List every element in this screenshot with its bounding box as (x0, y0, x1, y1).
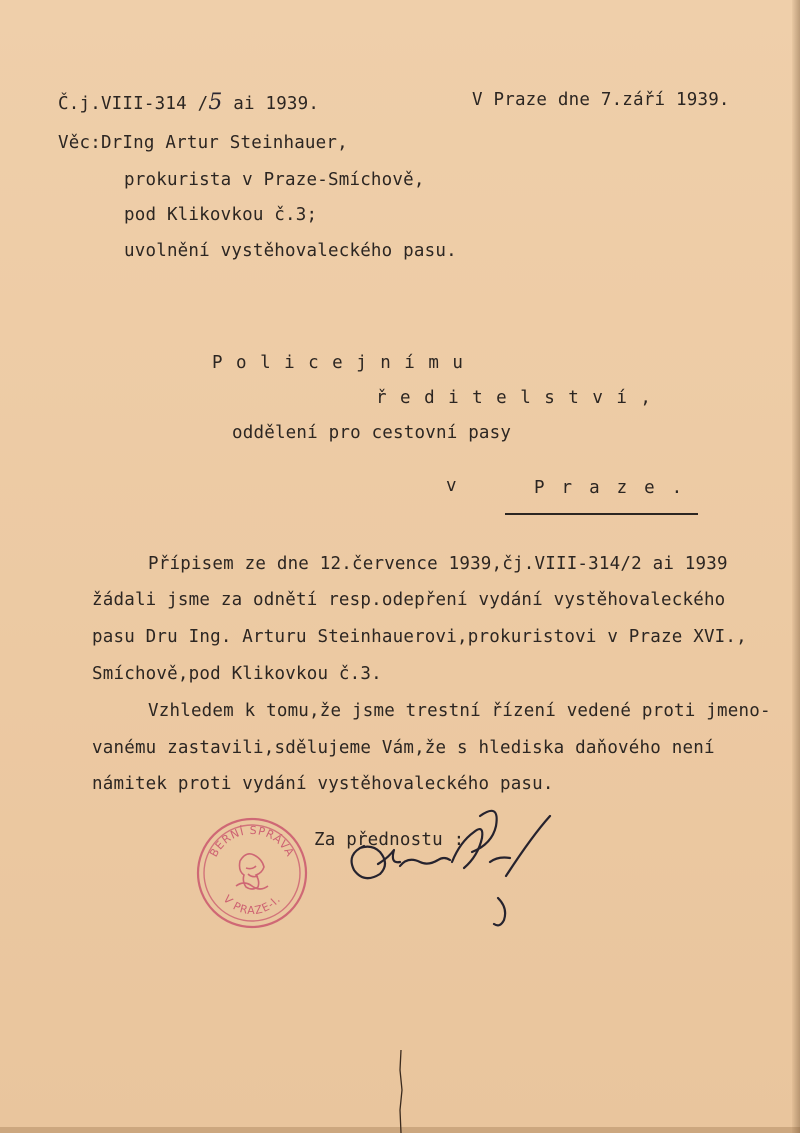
addressee-line-1: Policejnímu (212, 353, 477, 373)
stamp-bottom-text: V PRAZE-I. (220, 892, 284, 918)
svg-text:V PRAZE-I. (221, 893, 284, 918)
addressee-line-4-prefix: v (446, 476, 457, 496)
paper-edge-shadow (792, 0, 800, 1133)
addressee-line-2: ředitelství, (376, 388, 665, 408)
body-p2-line-1: Vzhledem k tomu,že jsme trestní řízení vedené proti jmeno- (148, 701, 771, 721)
addressee-line-3: oddělení pro cestovní pasy (232, 423, 512, 443)
body-p2-line-2: vanému zastavili,sdělujeme Vám,že s hlediska daňového není (92, 738, 715, 758)
reference-handwritten-digit: 5 (208, 90, 223, 115)
handwritten-signature (340, 806, 570, 936)
for-head-of-office: Za přednostu : (314, 830, 465, 850)
lion-emblem-icon (236, 854, 268, 889)
stamp-top-text: BERNÍ SPRÁVA (207, 823, 297, 860)
body-p1-line-4: Smíchově,pod Klikovkou č.3. (92, 664, 382, 684)
subject-line-3: pod Klikovkou č.3; (124, 205, 318, 225)
paper-fold-mark (398, 1050, 404, 1133)
official-stamp (196, 816, 308, 930)
addressee-city: Praze. (534, 478, 700, 498)
reference-number: Č.j.VIII-314 /5 ai 1939. (58, 90, 320, 115)
subject-line-2: prokurista v Praze-Smíchově, (124, 170, 425, 190)
subject-line-1: Věc:DrIng Artur Steinhauer, (58, 133, 348, 153)
body-p1-line-1: Přípisem ze dne 12.července 1939,čj.VIII-314/2 ai 1939 (148, 554, 728, 574)
body-p2-line-3: námitek proti vydání vystěhovaleckého pasu. (92, 774, 554, 794)
body-p1-line-2: žádali jsme za odnětí resp.odepření vydání vystěhovaleckého (92, 590, 726, 610)
body-p1-line-3: pasu Dru Ing. Arturu Steinhauerovi,prokuristovi v Praze XVI., (92, 627, 747, 647)
place-and-date: V Praze dne 7.září 1939. (472, 90, 730, 110)
subject-line-4: uvolnění vystěhovaleckého pasu. (124, 241, 457, 261)
city-underline (505, 513, 698, 515)
